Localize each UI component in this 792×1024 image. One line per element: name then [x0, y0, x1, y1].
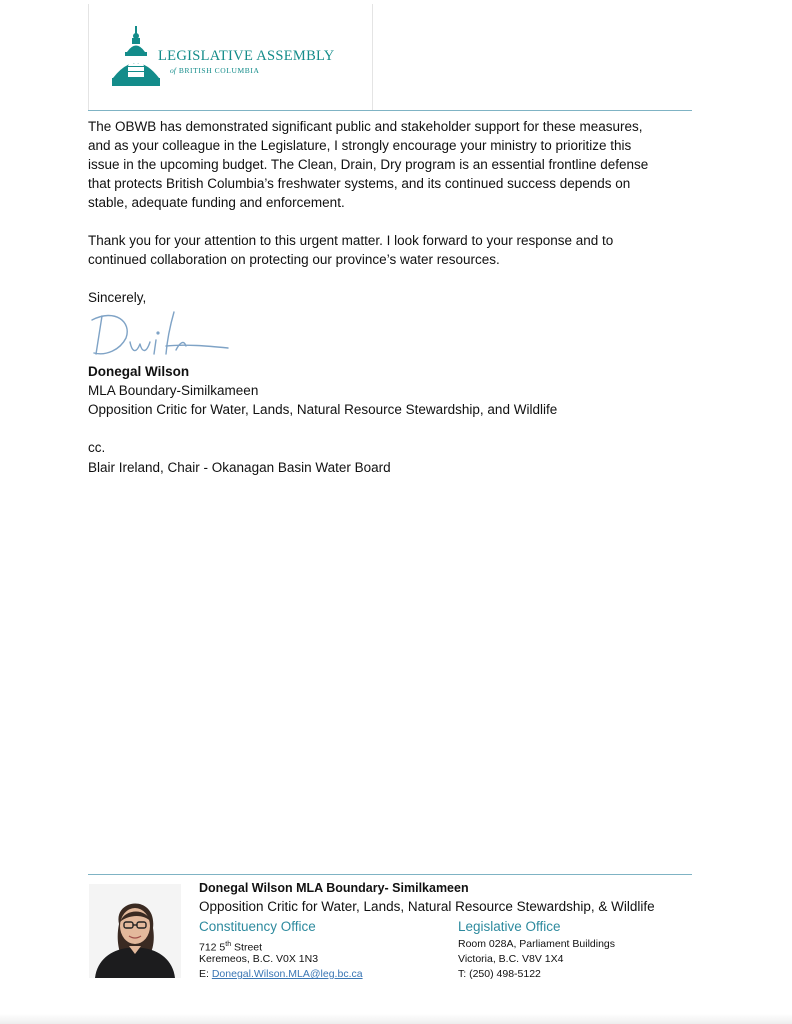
constituency-city: Keremeos, B.C. V0X 1N3	[199, 953, 319, 965]
cc-label: cc.	[88, 440, 106, 455]
parliament-dome-icon	[110, 26, 164, 88]
page-edge-shadow	[0, 1014, 792, 1024]
logo-subtitle	[170, 66, 260, 75]
street-number: 712 5	[199, 941, 226, 954]
street-name: Street	[231, 941, 263, 954]
legislative-room: Room 028A, Parliament Buildings	[458, 938, 615, 950]
email-label: E:	[199, 968, 212, 980]
cc-recipient: Blair Ireland, Chair - Okanagan Basin Water Board	[88, 460, 391, 475]
text-line: continued collaboration on protecting our province’s water resources.	[88, 252, 500, 267]
street-suffix: th	[225, 941, 232, 948]
mla-portrait-photo	[89, 884, 181, 978]
logo-title: LEGISLATIVE ASSEMBLY	[158, 48, 335, 64]
legislative-office-heading: Legislative Office	[458, 919, 561, 934]
footer-rule	[88, 874, 692, 875]
closing: Sincerely,	[88, 290, 147, 305]
text-line: that protects British Columbia’s freshwater systems, and its continued success depends on	[88, 176, 631, 191]
signatory-name: Donegal Wilson	[88, 364, 190, 379]
paragraph-1	[88, 117, 688, 212]
footer-mla-name: Donegal Wilson MLA Boundary- Similkameen	[199, 881, 469, 895]
constituency-office-heading: Constituency Office	[199, 919, 316, 934]
signatory-title: Opposition Critic for Water, Lands, Natural Resource Stewardship, and Wildlife	[88, 402, 558, 417]
text-line: Thank you for your attention to this urgent matter. I look forward to your response and to	[88, 233, 614, 248]
legislative-phone: T: (250) 498-5122	[458, 968, 541, 980]
email-link[interactable]: Donegal.Wilson.MLA@leg.bc.ca	[211, 968, 363, 980]
legislative-city: Victoria, B.C. V8V 1X4	[458, 953, 564, 965]
paragraph-2	[88, 231, 688, 269]
handwritten-signature	[90, 306, 235, 361]
text-line: issue in the upcoming budget. The Clean, Drain, Dry program is an essential frontline defense	[88, 157, 649, 172]
constituency-email-line	[199, 967, 363, 982]
legislative-assembly-logo	[110, 26, 370, 90]
text-line: and as your colleague in the Legislature, I strongly encourage your ministry to prioritize this	[88, 138, 632, 153]
logo-subtitle-prefix: of	[170, 66, 176, 75]
header-rule	[88, 110, 692, 111]
footer-mla-role: Opposition Critic for Water, Lands, Natural Resource Stewardship, & Wildlife	[199, 899, 655, 914]
text-line: stable, adequate funding and enforcement.	[88, 195, 345, 210]
signatory-riding: MLA Boundary-Similkameen	[88, 383, 259, 398]
text-line: The OBWB has demonstrated significant public and stakeholder support for these measures,	[88, 119, 643, 134]
portrait-image	[89, 884, 181, 978]
logo-subtitle-text: BRITISH COLUMBIA	[178, 66, 260, 75]
